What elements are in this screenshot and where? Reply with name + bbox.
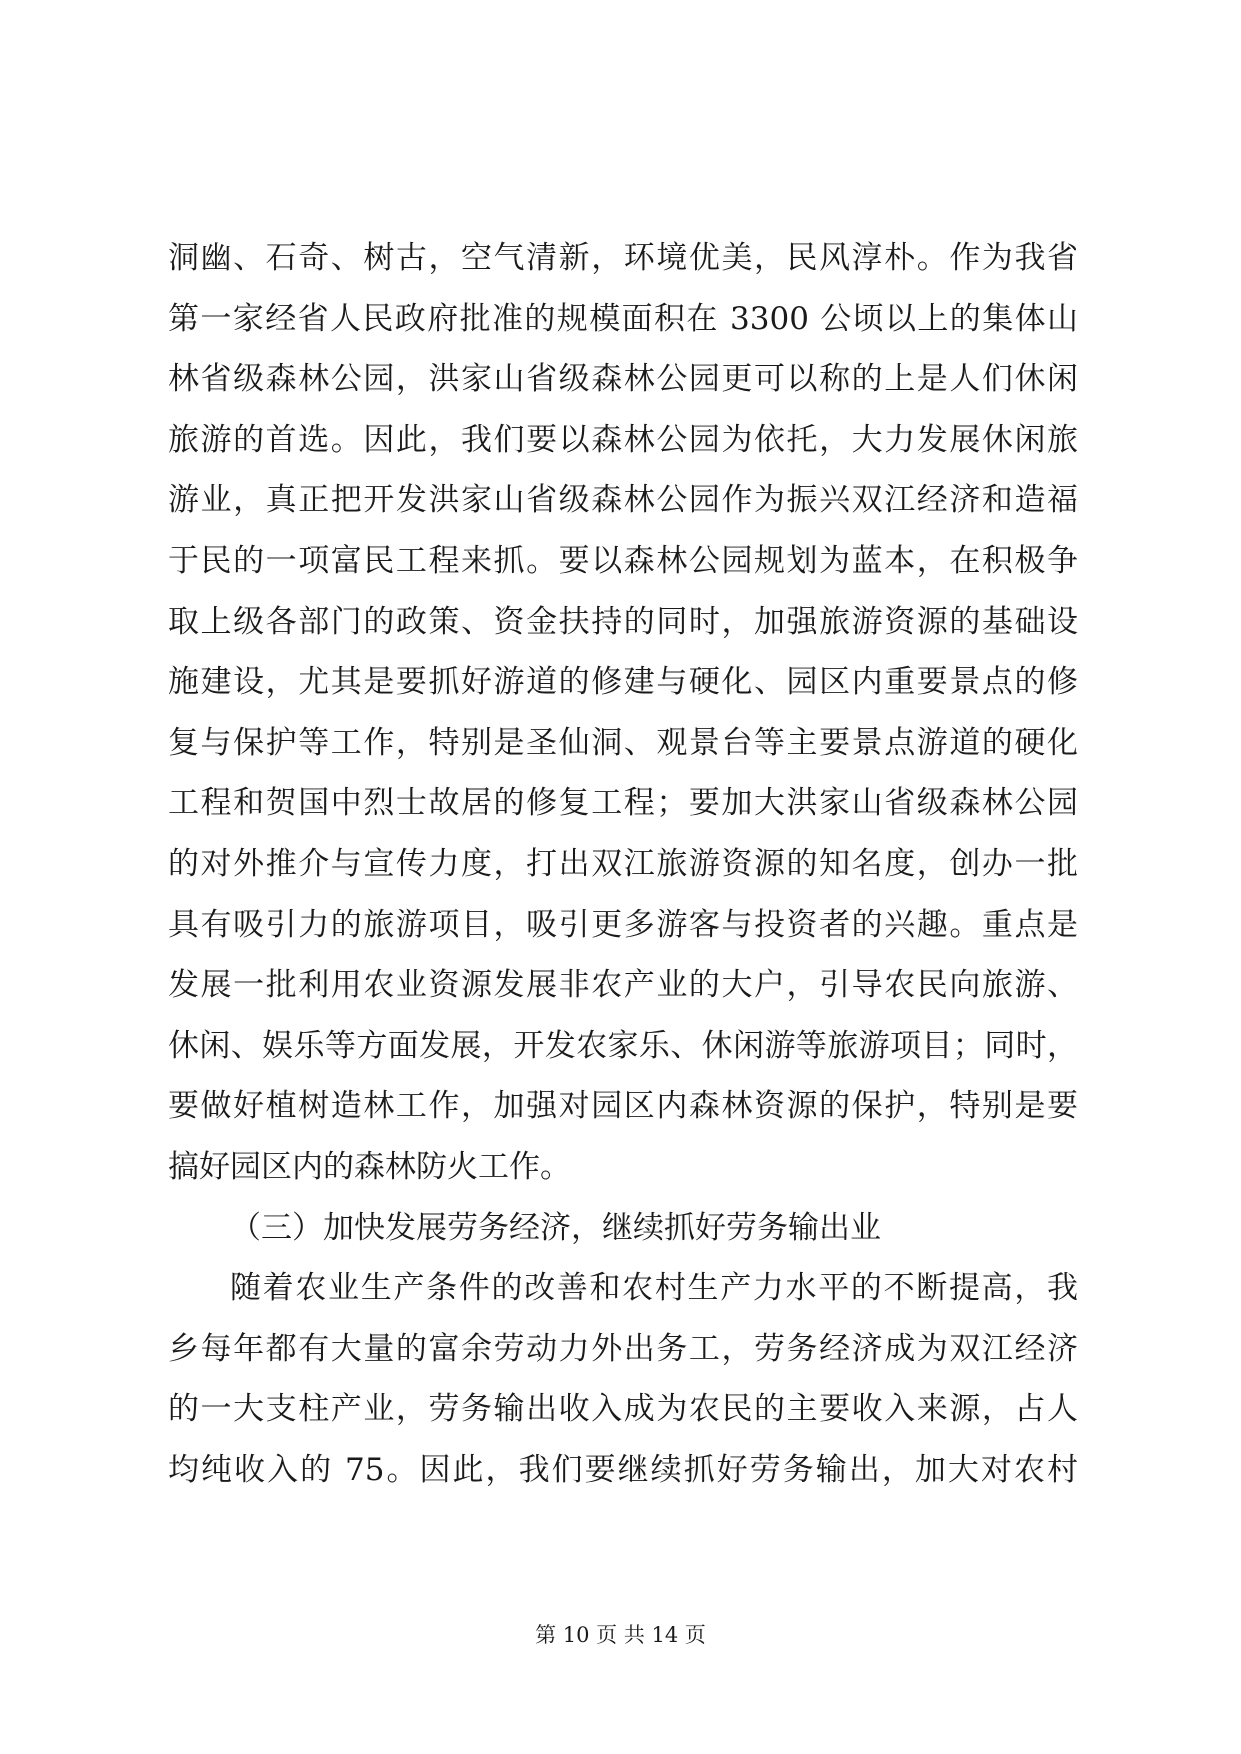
text-line: 均纯收入的 75。因此，我们要继续抓好劳务输出，加大对农村 <box>168 1451 1078 1488</box>
text-line: 搞好园区内的森林防火工作。 <box>168 1148 571 1185</box>
text-line: 要做好植树造林工作，加强对园区内森林资源的保护，特别是要 <box>168 1088 1078 1125</box>
text-line: 林省级森林公园，洪家山省级森林公园更可以称的上是人们休闲 <box>168 361 1078 398</box>
text-line: 旅游的首选。因此，我们要以森林公园为依托，大力发展休闲旅 <box>168 421 1078 458</box>
text-line: 游业，真正把开发洪家山省级森林公园作为振兴双江经济和造福 <box>168 482 1078 519</box>
page-number-footer: 第 10 页 共 14 页 <box>535 1623 706 1647</box>
text-line: 于民的一项富民工程来抓。要以森林公园规划为蓝本，在积极争 <box>168 542 1078 579</box>
text-line: 取上级各部门的政策、资金扶持的同时，加强旅游资源的基础设 <box>168 603 1078 640</box>
text-line: 第一家经省人民政府批准的规模面积在 3300 公顷以上的集体山 <box>168 300 1078 337</box>
text-line: 的一大支柱产业，劳务输出收入成为农民的主要收入来源，占人 <box>168 1391 1078 1428</box>
text-line: 发展一批利用农业资源发展非农产业的大户，引导农民向旅游、 <box>168 967 1078 1004</box>
text-line: 的对外推介与宣传力度，打出双江旅游资源的知名度，创办一批 <box>168 845 1078 882</box>
body-text <box>168 228 1078 1500</box>
text-line: 复与保护等工作，特别是圣仙洞、观景台等主要景点游道的硬化 <box>168 724 1078 761</box>
text-line: 乡每年都有大量的富余劳动力外出务工，劳务经济成为双江经济 <box>168 1330 1078 1367</box>
text-line: 施建设，尤其是要抓好游道的修建与硬化、园区内重要景点的修 <box>168 664 1078 701</box>
text-line: 工程和贺国中烈士故居的修复工程；要加大洪家山省级森林公园 <box>168 785 1078 822</box>
text-line: 具有吸引力的旅游项目，吸引更多游客与投资者的兴趣。重点是 <box>168 906 1078 943</box>
section-heading: （三）加快发展劳务经济，继续抓好劳务输出业 <box>230 1209 881 1246</box>
text-line: 休闲、娱乐等方面发展，开发农家乐、休闲游等旅游项目；同时， <box>168 1027 1078 1064</box>
text-line: 洞幽、石奇、树古，空气清新，环境优美，民风淳朴。作为我省 <box>168 240 1078 276</box>
text-line: 随着农业生产条件的改善和农村生产力水平的不断提高，我 <box>230 1270 1078 1307</box>
